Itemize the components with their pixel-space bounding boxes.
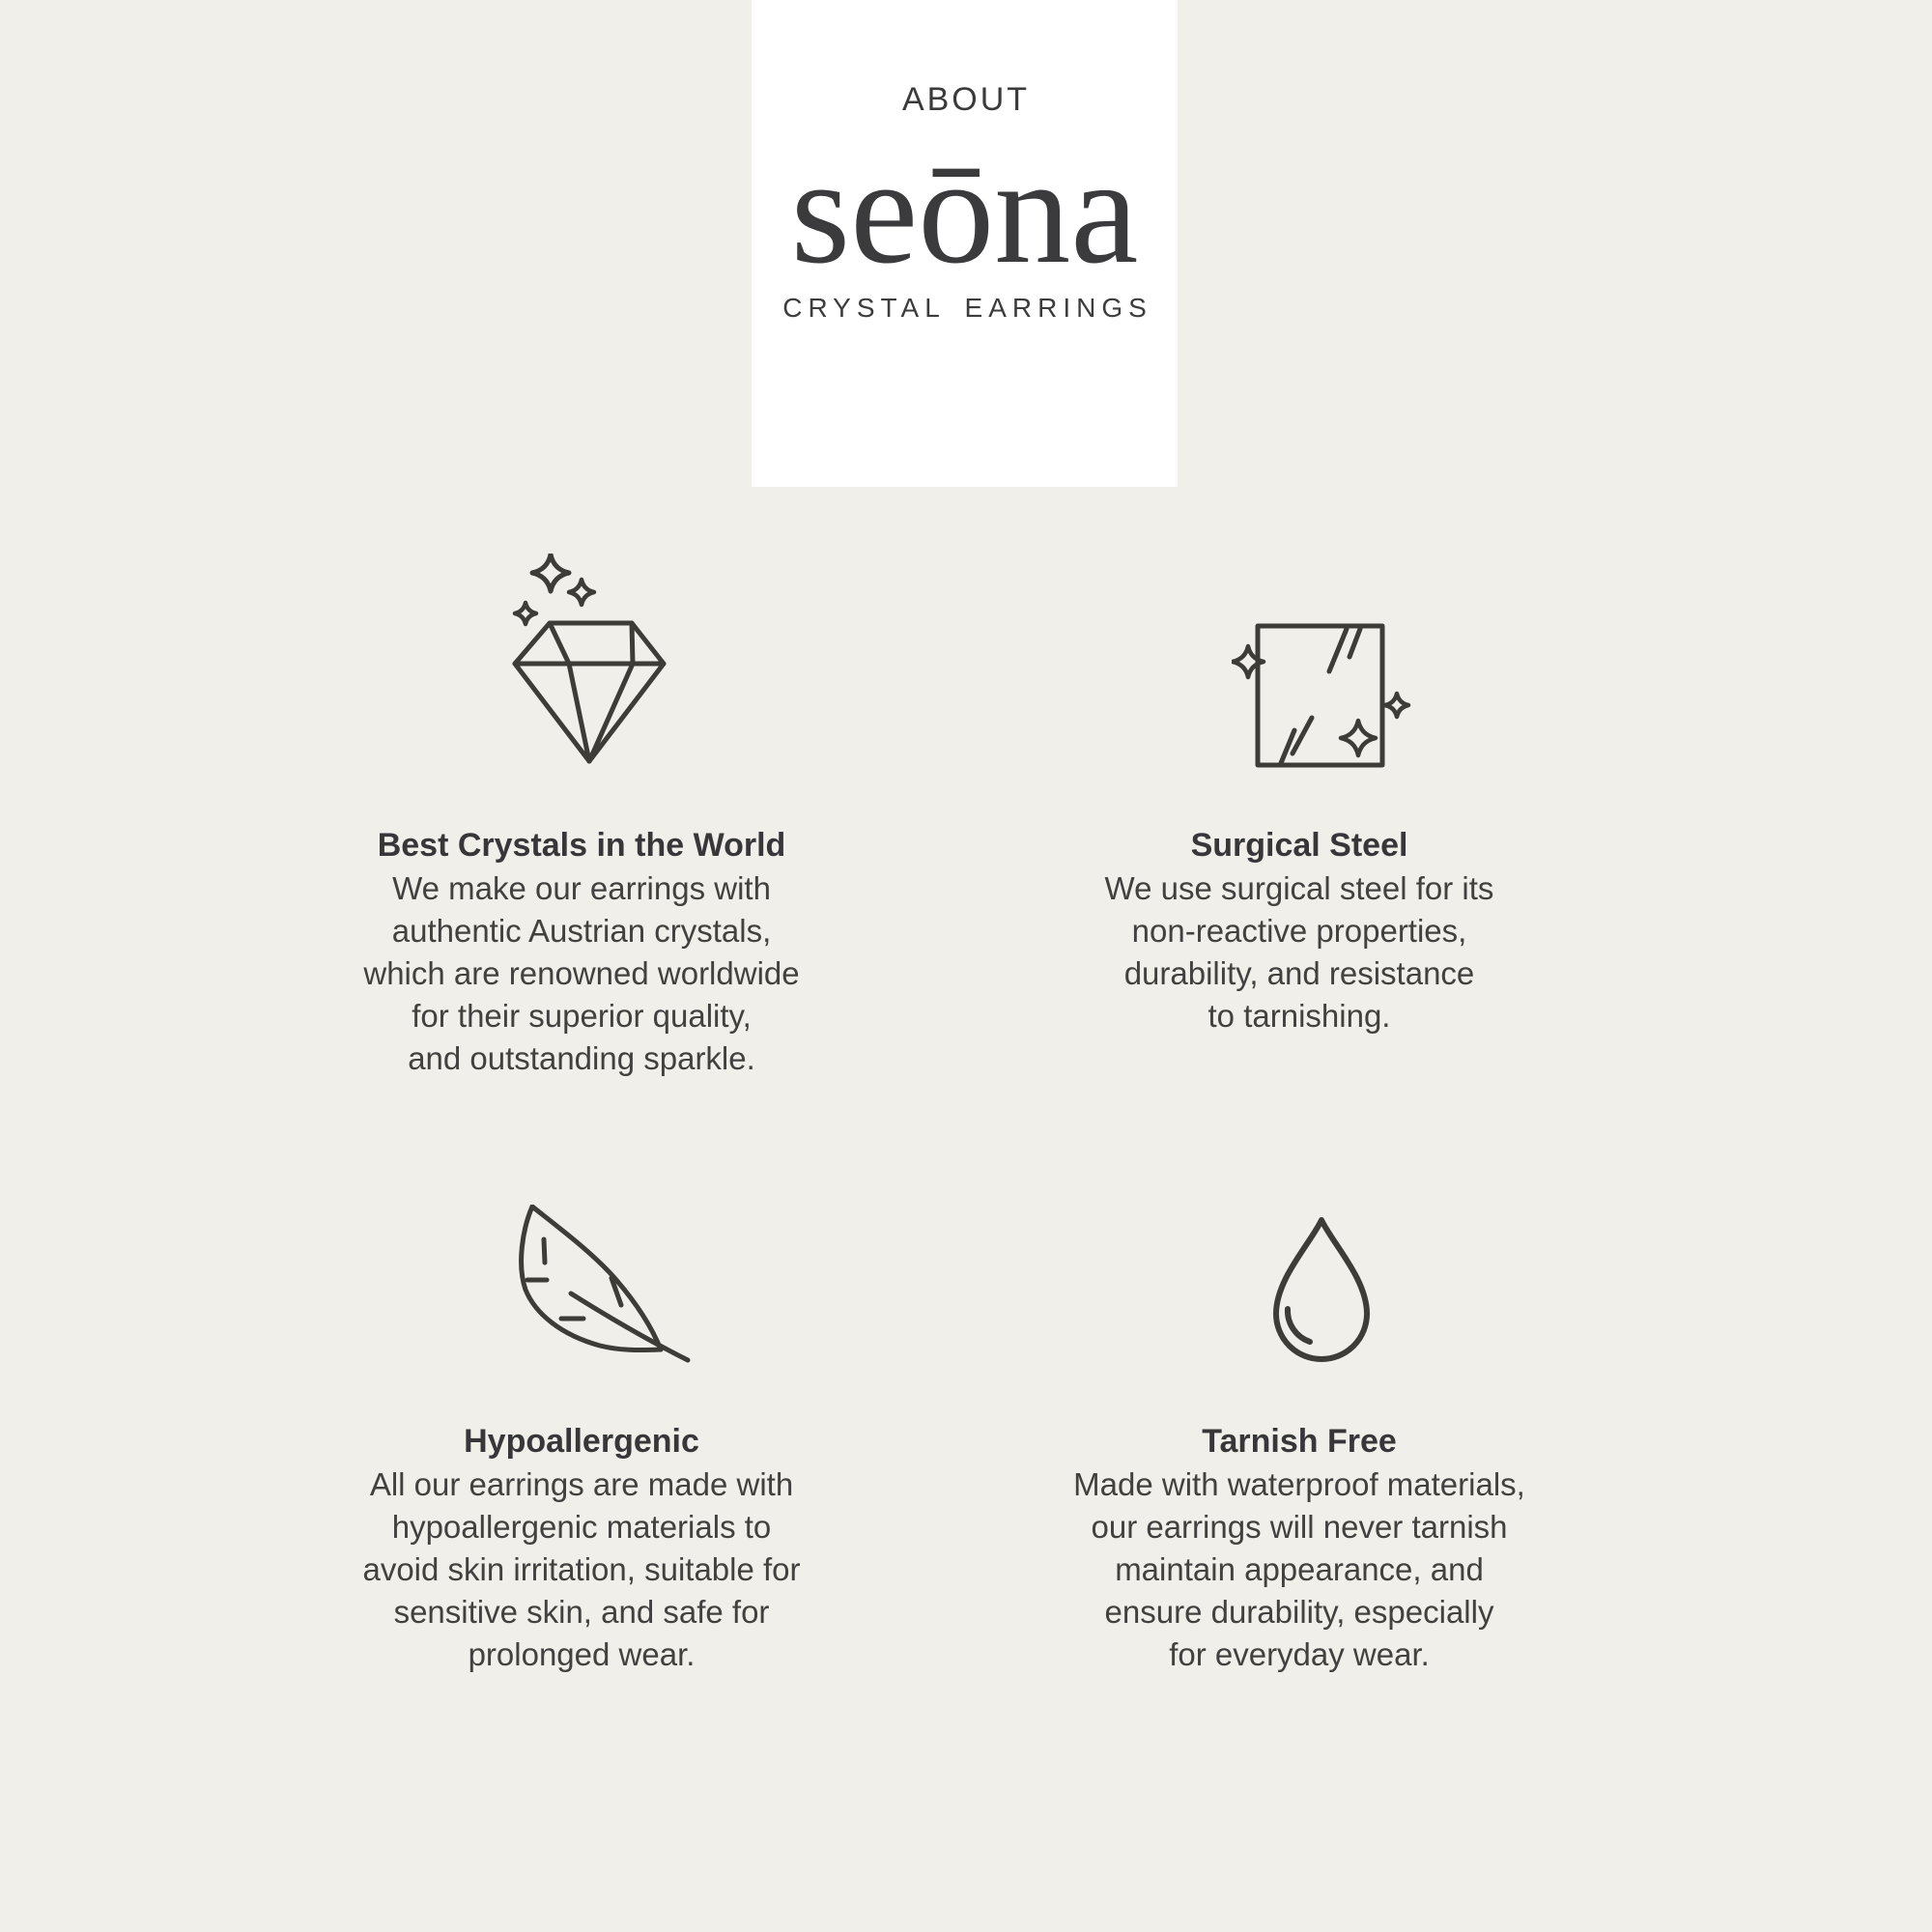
feature-tarnish-free bbox=[1038, 1203, 1560, 1676]
description-line: authentic Austrian crystals, bbox=[391, 913, 772, 949]
brand-tagline: CRYSTAL EARRINGS bbox=[782, 293, 1152, 323]
feature-description bbox=[1038, 867, 1560, 1037]
description-line: Made with waterproof materials, bbox=[1073, 1466, 1525, 1502]
feature-icon-area bbox=[1038, 1203, 1560, 1364]
description-line: non-reactive properties, bbox=[1131, 913, 1467, 949]
feature-icon-area bbox=[321, 1203, 842, 1364]
description-line: All our earrings are made with bbox=[369, 1466, 794, 1502]
description-line: avoid skin irritation, suitable for bbox=[362, 1551, 801, 1587]
diamond-sparkles-icon bbox=[512, 554, 667, 768]
description-line: to tarnishing. bbox=[1208, 998, 1391, 1034]
description-line: hypoallergenic materials to bbox=[391, 1509, 772, 1545]
description-line: maintain appearance, and bbox=[1115, 1551, 1484, 1587]
feature-description bbox=[321, 1463, 842, 1676]
feather-icon bbox=[518, 1205, 692, 1364]
description-line: for everyday wear. bbox=[1169, 1636, 1430, 1672]
feature-title: Surgical Steel bbox=[1190, 827, 1408, 864]
description-line: prolonged wear. bbox=[468, 1636, 696, 1672]
feature-best-crystals bbox=[321, 541, 842, 1080]
description-line: durability, and resistance bbox=[1123, 955, 1475, 991]
description-line: We use surgical steel for its bbox=[1104, 870, 1494, 906]
steel-mirror-sparkles-icon bbox=[1232, 623, 1411, 768]
feature-description bbox=[321, 867, 842, 1080]
description-line: sensitive skin, and safe for bbox=[393, 1594, 770, 1630]
feature-title: Hypoallergenic bbox=[464, 1423, 699, 1460]
feature-title: Best Crystals in the World bbox=[377, 827, 786, 864]
feature-description bbox=[1038, 1463, 1560, 1676]
water-drop-icon bbox=[1271, 1217, 1372, 1364]
about-label: ABOUT bbox=[901, 81, 1031, 118]
feature-icon-area bbox=[321, 541, 842, 768]
description-line: our earrings will never tarnish bbox=[1091, 1509, 1508, 1545]
header-card bbox=[752, 0, 1178, 487]
feature-icon-area bbox=[1038, 541, 1560, 768]
description-line: and outstanding sparkle. bbox=[408, 1040, 755, 1076]
description-line: which are renowned worldwide bbox=[363, 955, 800, 991]
brand-logo: seōna bbox=[790, 127, 1139, 296]
description-line: for their superior quality, bbox=[412, 998, 752, 1034]
feature-title: Tarnish Free bbox=[1202, 1423, 1397, 1460]
feature-surgical-steel bbox=[1038, 541, 1560, 1037]
description-line: ensure durability, especially bbox=[1104, 1594, 1494, 1630]
feature-hypoallergenic bbox=[321, 1203, 842, 1676]
description-line: We make our earrings with bbox=[392, 870, 771, 906]
